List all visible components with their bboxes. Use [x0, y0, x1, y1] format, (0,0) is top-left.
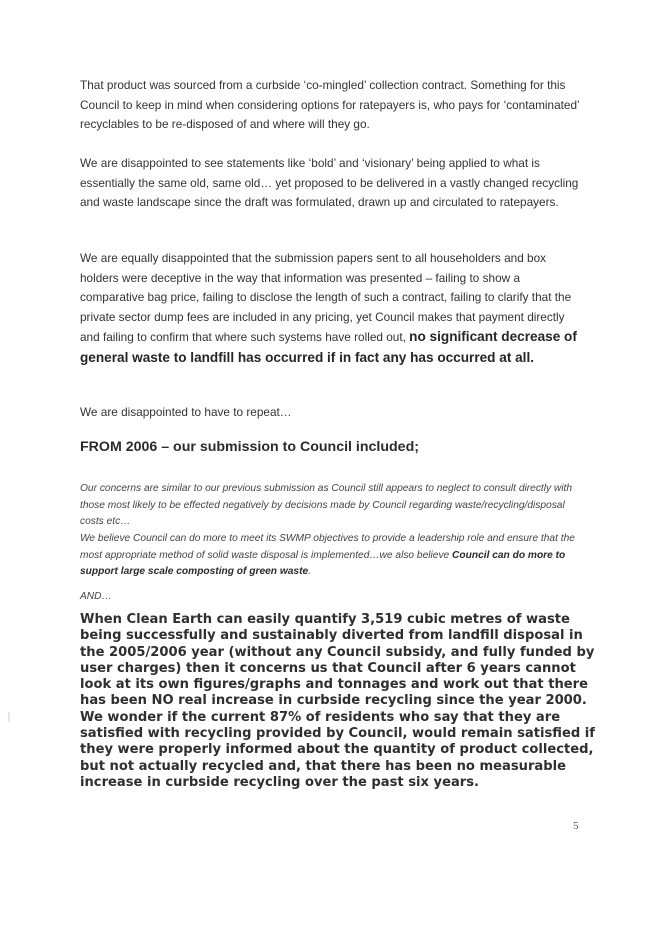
quote-swmp: [80, 531, 580, 581]
paragraph-submission-papers-text: We are equally disappointed that the submission papers sent to all householders and box holders were deceptive in the way that information was presented – failing to show a comparative bag price, failing to disclose the length of such a contract, failing to clarify that the private sector dump fees are included in any pricing, yet Council makes that payment directly and failing to confirm that where such systems have rolled out,: [80, 251, 572, 345]
quote-concerns: Our concerns are similar to our previous submission as Council still appears to neglect to consult directly with those most likely to be effected negatively by decisions made by Council regarding waste/recycling/disposal costs etc…: [80, 483, 573, 528]
and-continuation: AND…: [80, 591, 112, 602]
quote-swmp-end: .: [308, 566, 311, 578]
paragraph-contamination: That product was sourced from a curbside ‘co-mingled’ collection contract. Something for this Council to keep in mind when considering options for ratepayers is, who pays for ‘contaminated’ recyclables to be re-disposed of and where will they go.: [80, 78, 580, 132]
page-number: 5: [573, 820, 579, 832]
section-heading: FROM 2006 – our submission to Council included;: [80, 439, 419, 455]
paragraph-repeat: We are disappointed to have to repeat…: [80, 405, 292, 419]
clean-earth-paragraph: When Clean Earth can easily quantify 3,519 cubic metres of waste being successfully and sustainably diverted from landfill disposal in the 2005/2006 year (without any Council subsidy, and fully funded by user charges) then it concerns us that Council after 6 years cannot look at its own figures/graphs and tonnages and work out that there has been NO real increase in curbside recycling since the year 2000. We wonder if the current 87% of residents who say that they are satisfied with recycling provided by Council, would remain satisfied if they were properly informed about the quantity of product collected, but not actually recycled and, that there has been no measurable increase in curbside recycling over the past six years.: [80, 612, 595, 790]
quote-swmp-text: We believe Council can do more to meet its SWMP objectives to provide a leadership role and ensure that the most appropriate method of solid waste disposal is implemented…we also believe: [80, 533, 575, 561]
landfill-emphasis: no significant decrease of general waste to landfill has occurred if in fact any has occurred at all.: [80, 329, 577, 365]
paragraph-submission-papers: [80, 249, 580, 369]
paragraph-bold-visionary: We are disappointed to see statements like ‘bold’ and ‘visionary’ being applied to what is essentially the same old, same old… yet proposed to be delivered in a vastly changed recycling and waste landscape since the draft was formulated, drawn up and circulated to ratepayers.: [80, 156, 579, 210]
scan-mark: [8, 712, 10, 722]
composting-emphasis: Council can do more to support large scale composting of green waste: [80, 549, 566, 578]
